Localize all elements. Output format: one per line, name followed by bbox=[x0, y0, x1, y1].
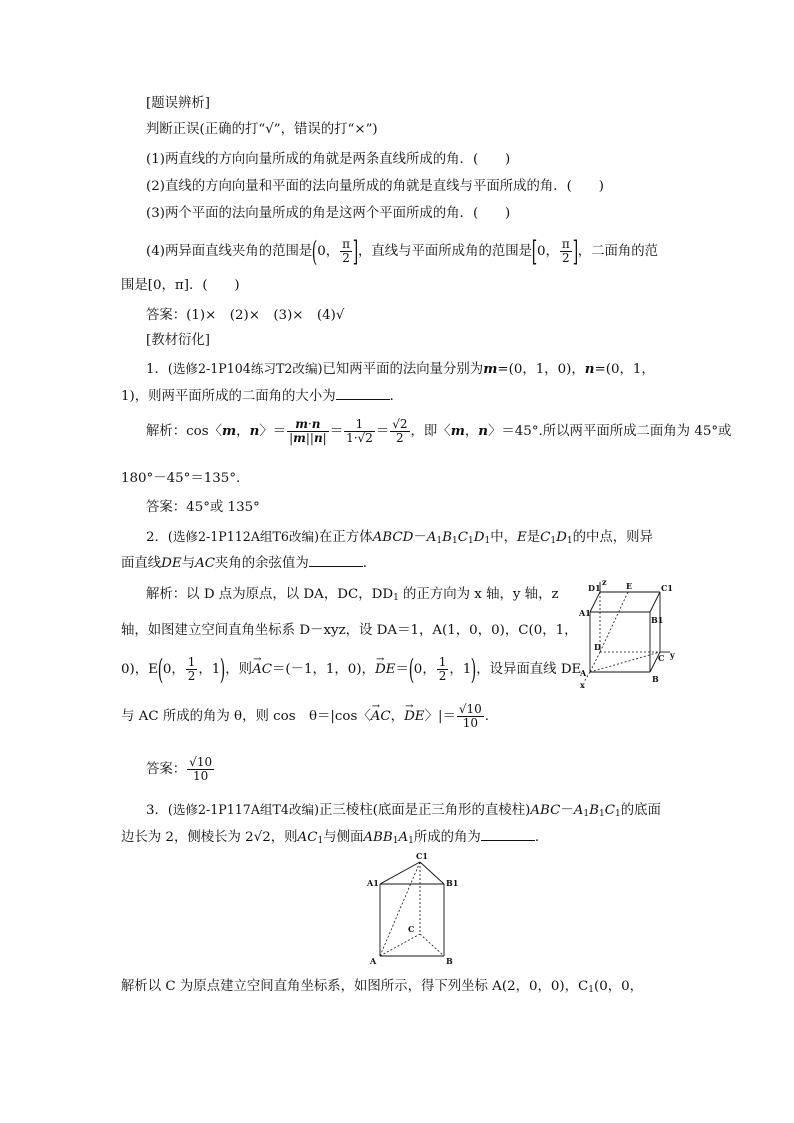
problem-number: 2． bbox=[146, 530, 168, 545]
problem-text: 面直线 bbox=[121, 556, 162, 571]
solution-text: ，即〈 bbox=[410, 424, 451, 439]
problem-2-solution-2: 轴，如图建立空间直角坐标系 D－xyz，设 DA＝1，A(1，0，0)，C(0，1， bbox=[121, 623, 578, 638]
figure-label: A bbox=[580, 668, 587, 678]
solution-text: ＝(－1，1，0)， bbox=[271, 662, 375, 677]
problem-text: 中， bbox=[490, 530, 517, 545]
figure-label: D bbox=[594, 642, 601, 652]
problem-2-line-2: 面直线DE与AC夹角的余弦值为 ． bbox=[121, 556, 377, 571]
fraction-dot-product: $\frac{m\cdot n}{|m||n|}$ bbox=[289, 417, 327, 445]
figure-label: y bbox=[670, 650, 675, 660]
problem-3-solution: 解析以 C 为原点建立空间直角坐标系，如图所示，得下列坐标 A(2，0，0)，$C_1(0$，0， bbox=[121, 979, 644, 995]
statement-4-continuation: 围是[0，π]．( ) bbox=[121, 278, 240, 293]
answer-1: 答案：(1)× (2)× (3)× (4)√ bbox=[146, 308, 345, 323]
statement-2: (2)直线的方向向量和平面的法向量所成的角就是直线与平面所成的角．( ) bbox=[146, 179, 604, 194]
fraction-1-over-2: $\frac{1}{2}$ bbox=[438, 655, 447, 683]
bracket-open: ( bbox=[312, 234, 318, 268]
problem-text: 是 bbox=[526, 530, 541, 545]
problem-3-line-1: 3．(选修2-1P117A组T4改编)正三棱柱(底面是正三角形的直棱柱)$ABC-A_1B_1C_1$的底面 bbox=[146, 802, 661, 819]
problem-text: 夹角的余弦值为 bbox=[215, 556, 309, 571]
fraction-pi-over-2: $\frac{\pi}{2}$ bbox=[561, 237, 570, 265]
section-heading-textbook: [教材衍化] bbox=[146, 333, 211, 348]
figure-label: B1 bbox=[651, 615, 664, 625]
fraction-root10-over-10: $\frac{√10}{10}$ bbox=[458, 702, 482, 730]
figure-label: z bbox=[602, 578, 607, 587]
problem-1-solution: 解析：cos〈m，n〉＝ $\frac{m\cdot n}{|m||n|}$ ＝ $\frac{1}{1\cdot√2}$ ＝ $\frac{√2}{2}$ ，即〈m，n〉＝45°.所以两平面所成二面角为 45°或 bbox=[146, 417, 732, 445]
figure-label: D1 bbox=[588, 583, 601, 593]
solution-text: ＝ bbox=[395, 662, 409, 677]
problem-text: 已知两平面的法向量分别为 bbox=[322, 362, 484, 377]
statement-4: (4)两异面直线夹角的范围是(0， $\frac{\pi}{2}$ ]，直线与平面所成角的范围是[0， $\frac{\pi}{2}$ ]，二面角的范 bbox=[146, 234, 659, 268]
bracket-close: ] bbox=[572, 234, 578, 268]
solution-text: 解析：cos〈 bbox=[146, 424, 222, 439]
problem-text: 正三棱柱(底面是正三角形的直棱柱) bbox=[319, 803, 531, 818]
problem-source: (选修2-1P104练习T2改编) bbox=[167, 361, 323, 376]
bracket-open: [ bbox=[531, 234, 538, 268]
problem-3-line-2: 边长为 2，侧棱长为 2√2，则$AC_1$与侧面$ABB_1A_1$所成的角为 ． bbox=[121, 830, 549, 846]
fraction-root2-over-2: $\frac{√2}{2}$ bbox=[392, 417, 408, 445]
cube-figure bbox=[578, 578, 678, 688]
fraction-1-over-2: $\frac{1}{2}$ bbox=[187, 655, 196, 683]
figure-label: B1 bbox=[446, 878, 459, 888]
figure-label: x bbox=[580, 680, 585, 688]
problem-text: ，则 bbox=[270, 830, 298, 845]
figure-label: A bbox=[370, 956, 377, 966]
vector-DE: → DE bbox=[375, 655, 396, 685]
solution-text: 〉＝ bbox=[259, 424, 287, 439]
solution-text: 解析：以 D 点为原点，以 DA，DC，DD bbox=[146, 587, 394, 602]
statement-1: (1)两直线的方向向量所成的角就是两条直线所成的角．( ) bbox=[146, 152, 511, 167]
problem-1-solution-cont: 180°－45°＝135°. bbox=[121, 471, 241, 486]
problem-text: 与侧面 bbox=[323, 830, 364, 845]
statement-3: (3)两个平面的法向量所成的角是这两个平面所成的角．( ) bbox=[146, 206, 511, 221]
figure-label: E bbox=[626, 581, 633, 591]
solution-text: (0，0， bbox=[594, 979, 644, 994]
statement-4-part-a: (4)两异面直线夹角的范围是 bbox=[146, 244, 313, 259]
problem-text: 的底面 bbox=[620, 803, 661, 818]
figure-label: C1 bbox=[416, 851, 428, 861]
section-heading-error-analysis: [题误辨析] bbox=[146, 96, 211, 111]
figure-label: C bbox=[408, 924, 415, 934]
solution-text: ，设异面直线 DE bbox=[476, 662, 582, 677]
problem-2-answer bbox=[146, 755, 215, 785]
instruction: 判断正误(正确的打“√”，错误的打“×”) bbox=[146, 122, 378, 137]
problem-text: 在正方体 bbox=[319, 530, 373, 545]
prism-figure bbox=[364, 848, 464, 966]
problem-2-solution-1: 解析：以 D 点为原点，以 DA，DC，$DD_1$ 的正方向为 x 轴，y 轴，z bbox=[146, 587, 559, 603]
vector-AC: → AC bbox=[252, 655, 272, 685]
solution-text: 的正方向为 x 轴，y 轴，z bbox=[398, 587, 559, 602]
problem-2-solution-4: 与 AC 所成的角为 θ，则 cos θ＝|cos〈→ AC，→ DE〉|＝ $\frac{√10}{10}$ . bbox=[121, 702, 489, 732]
vector-n-value: =(0，1， bbox=[594, 362, 655, 377]
solution-text: 〉＝45°.所以两平面所成二面角为 45°或 bbox=[488, 424, 732, 439]
fraction-1-over-root2: $\frac{1}{1\cdot√2}$ bbox=[346, 417, 373, 445]
statement-4-part-c: ，二面角的范 bbox=[577, 244, 659, 259]
figure-label: A1 bbox=[367, 878, 379, 888]
figure-label: A1 bbox=[579, 608, 591, 618]
problem-source: (选修2-1P117A组T4改编) bbox=[167, 802, 320, 817]
problem-1-line-1: 1．(选修2-1P104练习T2改编)已知两平面的法向量分别为m=(0，1，0)，n=(0，1， bbox=[146, 361, 655, 377]
fraction-pi-over-2: $\frac{\pi}{2}$ bbox=[342, 237, 351, 265]
answer-label: 答案： bbox=[146, 762, 187, 777]
answer-blank bbox=[309, 554, 363, 567]
problem-text: 所成的角为 bbox=[413, 830, 481, 845]
solution-text: 与 AC 所成的角为 θ，则 cos θ＝|cos〈 bbox=[121, 709, 371, 724]
problem-1-answer: 答案：45°或 135° bbox=[146, 500, 260, 515]
figure-label: B bbox=[446, 956, 453, 966]
solution-text: 解析以 C 为原点建立空间直角坐标系，如图所示，得下列坐标 A(2，0，0)，C bbox=[121, 979, 589, 994]
problem-text: 的中点，则异 bbox=[572, 530, 653, 545]
fraction-root10-over-10: $\frac{√10}{10}$ bbox=[189, 755, 213, 783]
vector-m-value: =(0，1，0)， bbox=[497, 362, 585, 377]
problem-number: 3． bbox=[146, 803, 168, 818]
solution-text: 〉|＝ bbox=[424, 709, 456, 724]
answer-blank bbox=[481, 828, 535, 841]
solution-text: 0)，E bbox=[121, 662, 158, 677]
problem-text: 与 bbox=[181, 556, 196, 571]
statement-4-part-b: ，直线与平面所成角的范围是 bbox=[357, 244, 533, 259]
figure-label: C bbox=[658, 653, 665, 663]
problem-text: 1)，则两平面所成的二面角的大小为 bbox=[121, 389, 336, 404]
answer-blank bbox=[336, 387, 390, 400]
problem-source: (选修2-1P112A组T6改编) bbox=[167, 529, 320, 544]
bracket-close: ] bbox=[352, 234, 359, 268]
problem-text: 边长为 2，侧棱长为 2 bbox=[121, 830, 254, 845]
solution-text: ，则 bbox=[225, 662, 253, 677]
problem-2-line-1: 2．(选修2-1P112A组T6改编)在正方体$ABCD-A_1B_1C_1D_1$中，E是$C_1D_1$的中点，则异 bbox=[146, 529, 653, 546]
problem-number: 1． bbox=[146, 362, 168, 377]
problem-1-line-2: 1)，则两平面所成的二面角的大小为 ． bbox=[121, 389, 403, 404]
figure-label: C1 bbox=[661, 583, 673, 593]
problem-2-solution-3: 0)，E(0， $\frac{1}{2}$ ，1)，则→ AC＝(－1，1，0)，→ DE＝(0， $\frac{1}{2}$ ，1)，设异面直线 DE bbox=[121, 655, 581, 685]
figure-label: B bbox=[652, 674, 659, 684]
